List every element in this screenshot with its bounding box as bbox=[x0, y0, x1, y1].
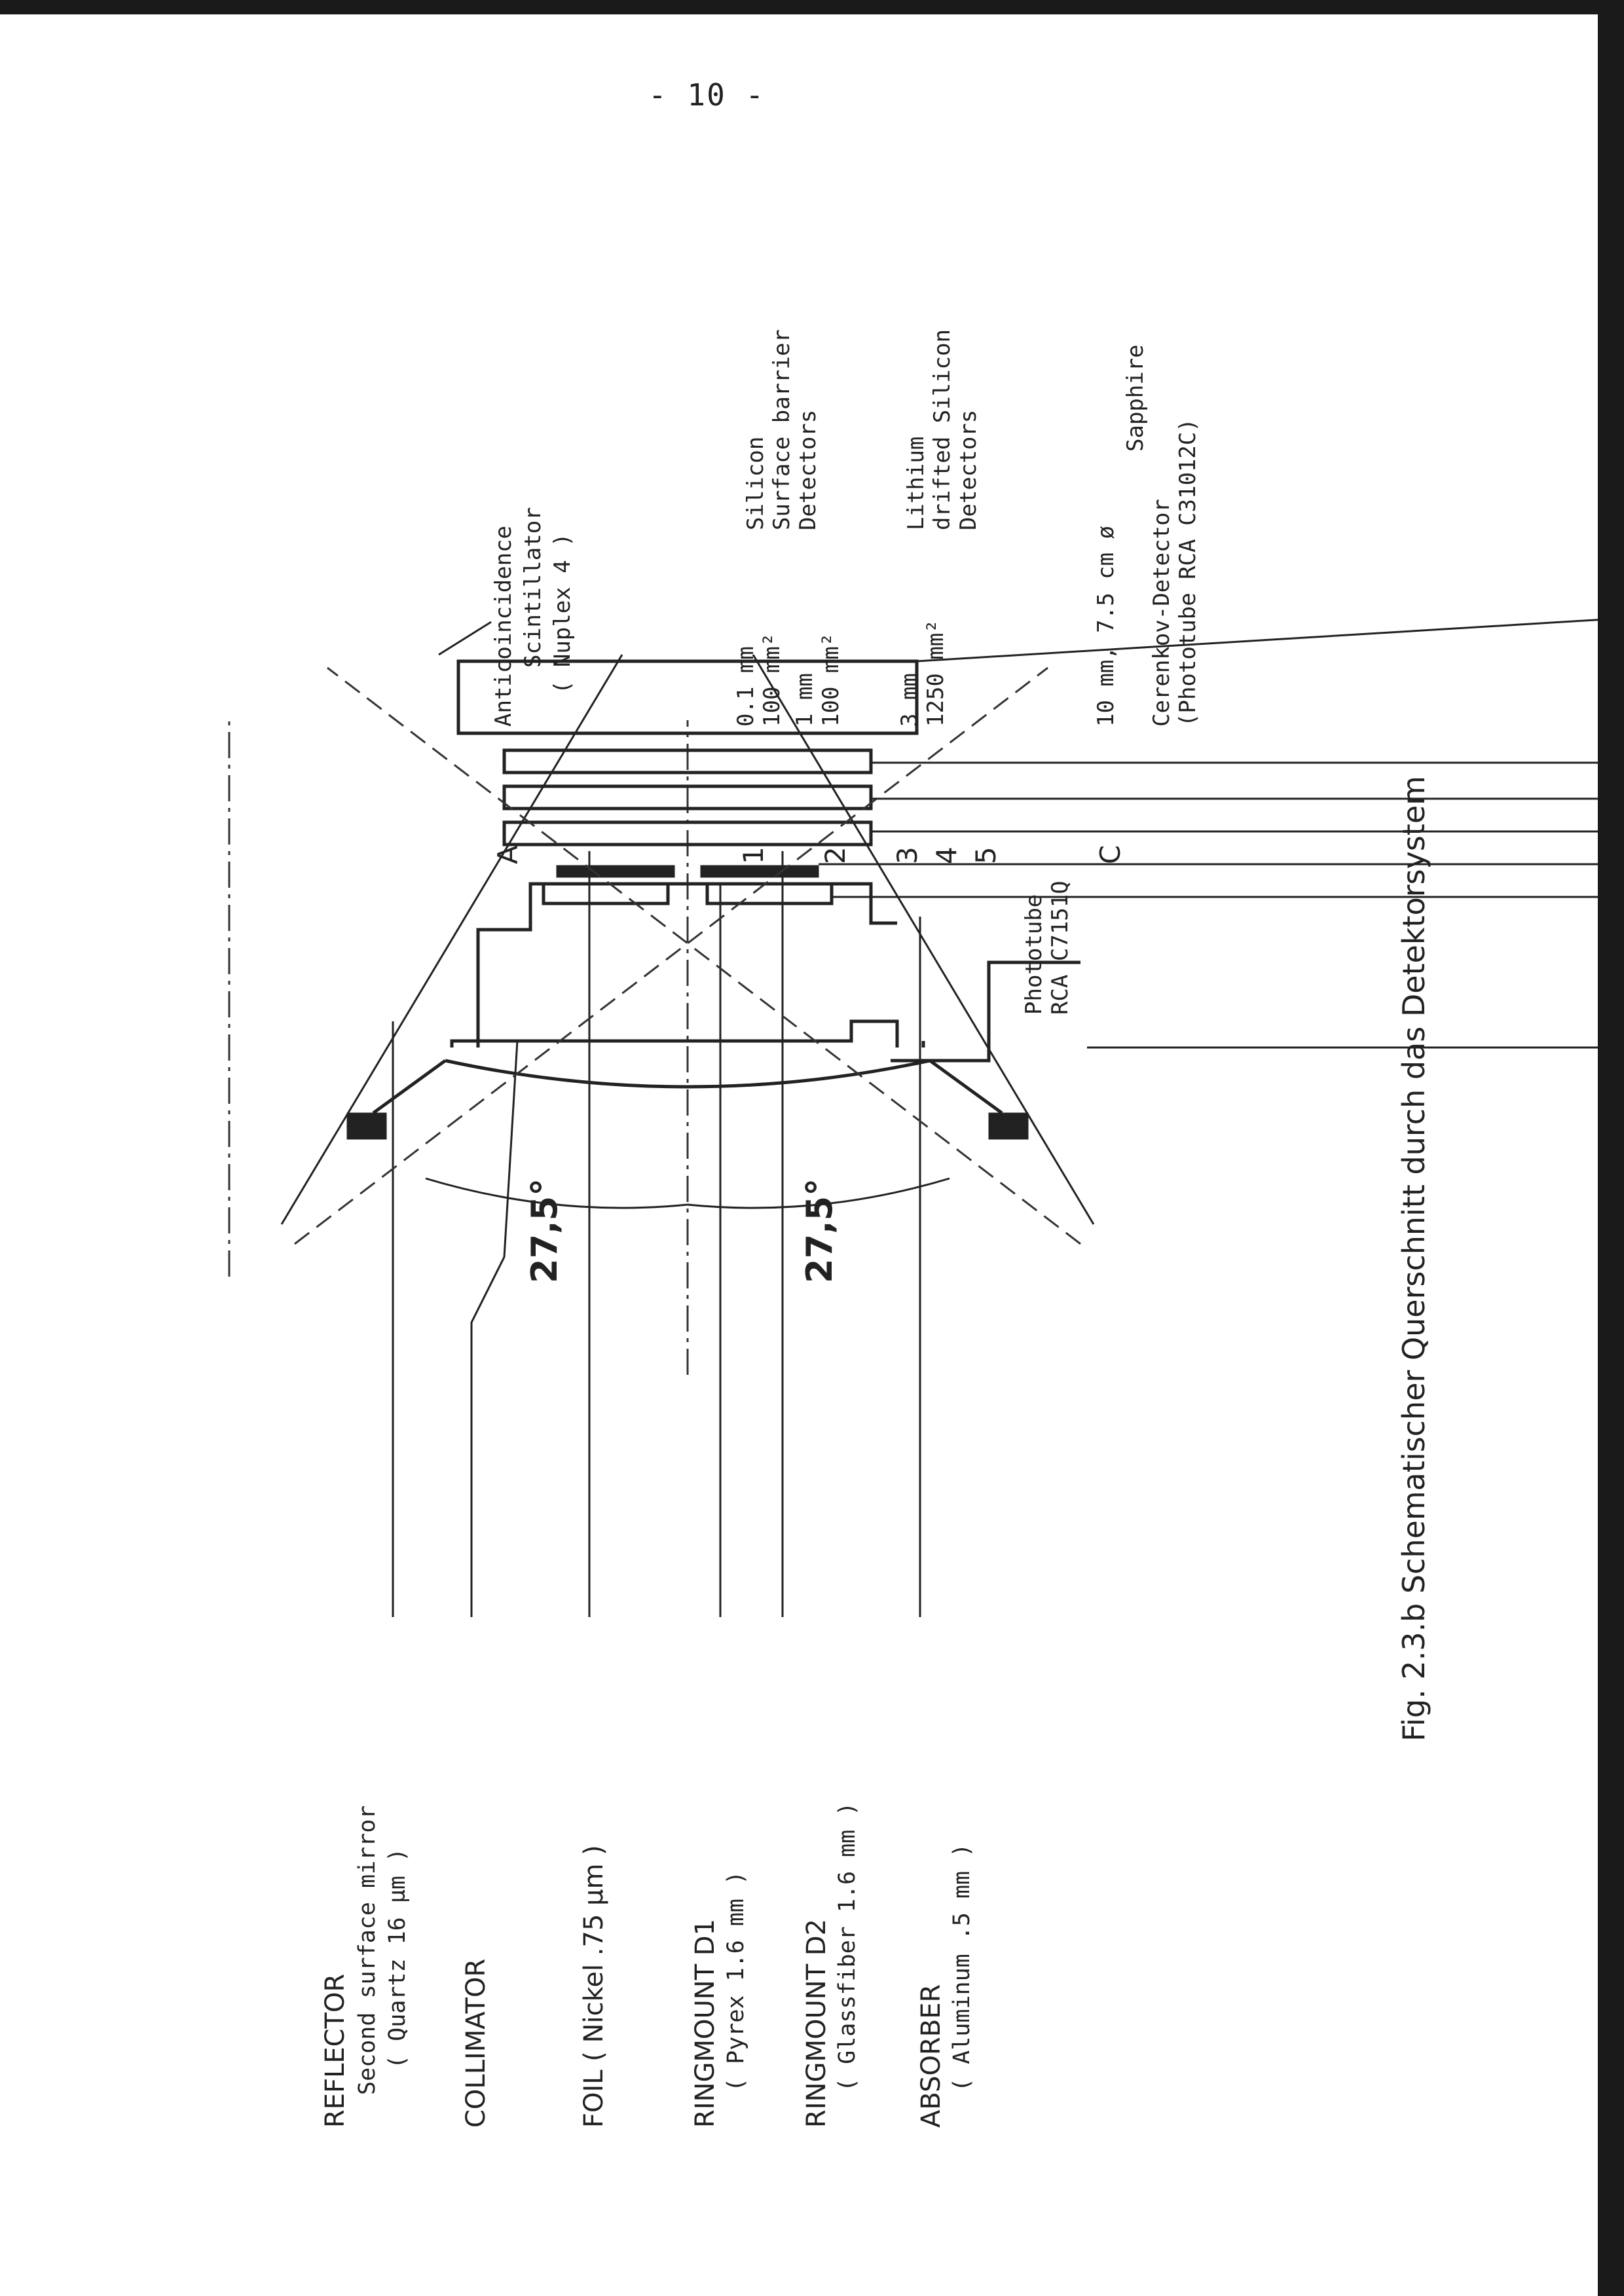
detector-number-labels bbox=[492, 845, 1126, 864]
absorber-material: ( Aluminum .5 mm ) bbox=[949, 1843, 975, 2092]
spec-d1-area: 100 mm² bbox=[759, 632, 785, 727]
spec-C-material: Sapphire bbox=[1122, 344, 1149, 452]
cerenkov-lip-left bbox=[439, 622, 491, 655]
spec-A-2: Scintillator bbox=[520, 507, 546, 668]
detector-specs bbox=[490, 329, 1201, 727]
reflector-title: REFLECTOR bbox=[320, 1973, 350, 2128]
ringmount-d2-material: ( Glassfiber 1.6 mm ) bbox=[834, 1802, 860, 2092]
spec-lithium-3: Detectors bbox=[955, 409, 982, 530]
label-1: 1 bbox=[737, 847, 769, 864]
label-A: A bbox=[492, 845, 524, 864]
scan-right-border bbox=[1598, 0, 1624, 2296]
reflector-mount-left bbox=[347, 1113, 386, 1139]
label-2: 2 bbox=[819, 847, 851, 864]
ringmount-d1-material: ( Pyrex 1.6 mm ) bbox=[723, 1870, 749, 2092]
spec-A-3: ( Nuplex 4 ) bbox=[549, 533, 576, 694]
angle-ray-left bbox=[282, 655, 622, 1224]
reflector-material: ( Quartz 16 µm ) bbox=[384, 1848, 411, 2069]
spec-silicon-1: Silicon bbox=[743, 436, 769, 530]
spec-silicon-2: Surface barrier bbox=[769, 329, 795, 530]
rotated-figure bbox=[229, 615, 1598, 2128]
spec-lithium-2: drifted Silicon bbox=[929, 329, 955, 530]
page-number: - 10 - bbox=[648, 77, 766, 113]
spec-d3-area: 1250 mm² bbox=[923, 619, 949, 727]
detector-1-right bbox=[707, 884, 832, 903]
ringmount-d2-title: RINGMOUNT D2 bbox=[802, 1918, 832, 2128]
collimator-body-left bbox=[452, 1021, 897, 1048]
leader-C bbox=[917, 615, 1598, 661]
fov-ray-2 bbox=[327, 668, 1080, 1244]
label-3: 3 bbox=[891, 847, 923, 864]
angle-right-label: 27,5° bbox=[799, 1178, 840, 1283]
phototube-model: RCA C7151Q bbox=[1047, 881, 1073, 1015]
spec-A-1: Anticoincidence bbox=[490, 525, 517, 727]
reflector-desc: Second surface mirror bbox=[354, 1805, 380, 2095]
reflector-arm-right bbox=[930, 1061, 1002, 1113]
phototube-label: Phototube bbox=[1021, 894, 1047, 1015]
spec-d2-thickness: 1 mm bbox=[792, 673, 818, 727]
reflector-arm-left bbox=[373, 1061, 445, 1113]
fov-ray-1 bbox=[295, 668, 1048, 1244]
detector-2-left bbox=[557, 866, 674, 877]
angle-left-label: 27,5° bbox=[524, 1178, 565, 1283]
spec-lithium-1: Lithium bbox=[903, 436, 929, 530]
spec-silicon-3: Detectors bbox=[795, 409, 821, 530]
label-5: 5 bbox=[970, 847, 1002, 864]
spec-d3-thickness: 3 mm bbox=[896, 673, 923, 727]
absorber-title: ABSORBER bbox=[916, 1984, 946, 2128]
detector-2-right bbox=[701, 866, 819, 877]
collimator-leader bbox=[471, 1041, 517, 1617]
label-4: 4 bbox=[931, 847, 963, 864]
spec-d1-thickness: 0.1 mm bbox=[733, 646, 759, 727]
label-C: C bbox=[1094, 845, 1126, 864]
detector-1-left bbox=[544, 884, 668, 903]
spec-C-dims: 10 mm, 7.5 cm ø bbox=[1093, 525, 1119, 727]
figure-caption: Fig. 2.3.b Schematischer Querschnitt durch das Detektorsystem bbox=[1396, 776, 1431, 1741]
foil-title: FOIL ( Nickel .75 µm ) bbox=[579, 1845, 609, 2128]
reflector-mount-right bbox=[989, 1113, 1028, 1139]
spec-C-name: Cerenkov-Detector bbox=[1149, 499, 1175, 727]
ringmount-d1-title: RINGMOUNT D1 bbox=[690, 1918, 720, 2128]
spec-C-tube: (Phototube RCA C31012C) bbox=[1175, 418, 1201, 727]
collimator-title: COLLIMATOR bbox=[461, 1958, 491, 2128]
spec-d2-area: 100 mm² bbox=[818, 632, 844, 727]
